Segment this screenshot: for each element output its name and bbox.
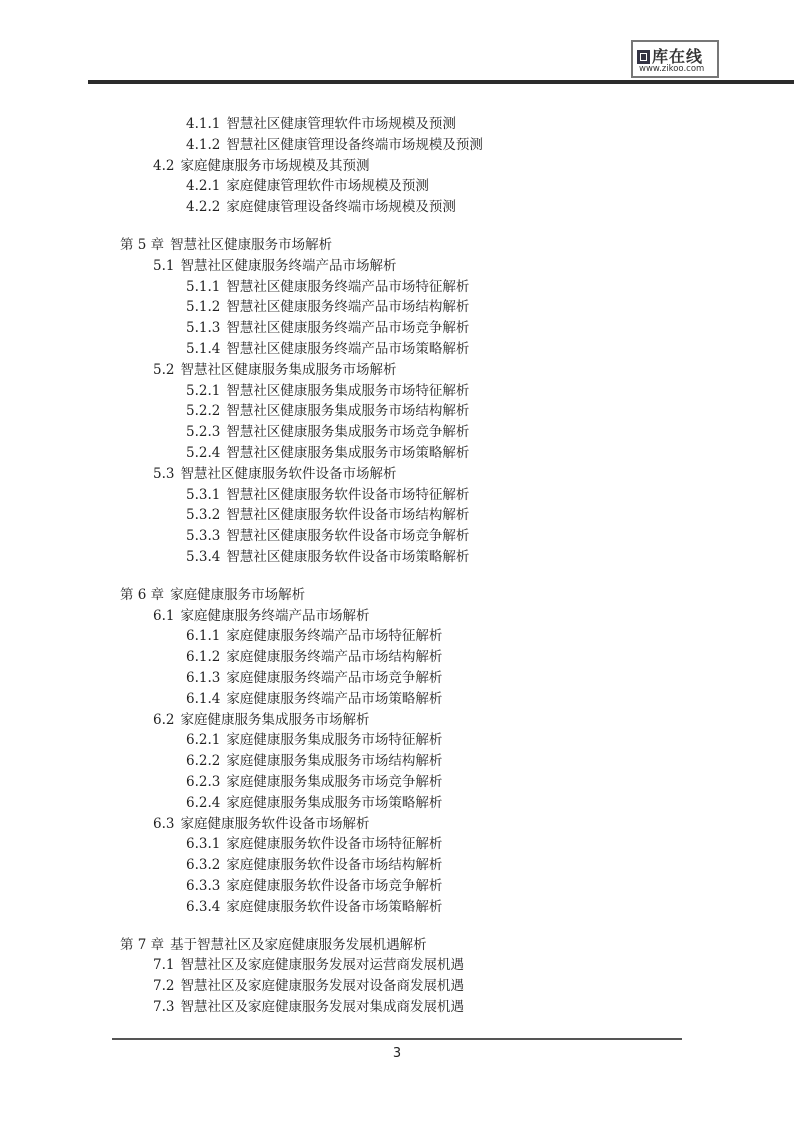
toc-title: 智慧社区健康服务软件设备市场策略解析 — [226, 549, 470, 565]
toc-title: 家庭健康服务集成服务市场解析 — [180, 711, 370, 728]
toc-section — [153, 606, 369, 626]
toc-subsection — [186, 485, 469, 505]
toc-number: 4.1.1 — [186, 116, 221, 132]
toc-chapter — [120, 235, 332, 255]
page-number: 3 — [392, 1046, 402, 1061]
toc-title: 家庭健康服务软件设备市场竞争解析 — [226, 878, 443, 894]
toc-title: 基于智慧社区及家庭健康服务发展机遇解析 — [170, 936, 427, 953]
toc-title: 智慧社区健康服务软件设备市场特征解析 — [226, 486, 470, 503]
toc-number: 第 5 章 — [120, 237, 165, 253]
toc-title: 智慧社区健康服务软件设备市场竞争解析 — [226, 528, 470, 545]
toc-subsection — [186, 751, 442, 771]
logo-mark-icon — [637, 50, 650, 64]
toc-title: 家庭健康服务市场解析 — [170, 586, 306, 603]
toc-number: 6.1.4 — [186, 690, 221, 707]
toc-number: 4.2 — [153, 157, 175, 174]
toc-subsection — [186, 381, 469, 401]
toc-subsection — [186, 422, 469, 442]
toc-subsection — [186, 114, 456, 134]
toc-number: 6.2 — [153, 711, 175, 728]
toc-section — [153, 997, 464, 1017]
toc-number: 5.2.3 — [186, 424, 221, 441]
toc-number: 6.1.1 — [186, 628, 221, 645]
toc-title: 家庭健康服务市场规模及其预测 — [180, 157, 370, 174]
toc-subsection — [186, 834, 442, 854]
toc-title: 智慧社区及家庭健康服务发展对集成商发展机遇 — [180, 999, 464, 1015]
toc-title: 家庭健康管理软件市场规模及预测 — [226, 178, 429, 195]
toc-number: 6.2.3 — [186, 774, 221, 790]
toc-number: 4.1.2 — [186, 136, 221, 153]
toc-title: 智慧社区健康服务集成服务市场解析 — [180, 361, 397, 378]
toc-number: 6.3 — [153, 815, 175, 832]
toc-number: 5.3.1 — [186, 486, 221, 503]
toc-title: 智慧社区健康服务终端产品市场特征解析 — [226, 278, 470, 295]
toc-title: 智慧社区健康服务终端产品市场策略解析 — [226, 341, 470, 357]
toc-subsection — [186, 668, 442, 688]
toc-title: 家庭健康服务软件设备市场结构解析 — [226, 857, 443, 874]
toc-subsection — [186, 793, 442, 813]
toc-subsection — [186, 197, 456, 217]
toc-subsection — [186, 297, 469, 317]
logo-text: 库在线 — [652, 47, 704, 66]
toc-subsection — [186, 647, 442, 667]
toc-number: 5.3.3 — [186, 528, 221, 545]
toc-subsection — [186, 730, 442, 750]
toc-number: 6.1.2 — [186, 649, 221, 666]
toc-subsection — [186, 526, 469, 546]
toc-title: 智慧社区健康服务集成服务市场竞争解析 — [226, 424, 470, 441]
toc-section — [153, 256, 396, 276]
toc-title: 家庭健康服务集成服务市场竞争解析 — [226, 774, 443, 790]
toc-section — [153, 814, 369, 834]
toc-title: 智慧社区健康管理设备终端市场规模及预测 — [226, 136, 483, 153]
toc-subsection — [186, 897, 442, 917]
toc-subsection — [186, 626, 442, 646]
toc-subsection — [186, 401, 469, 421]
toc-number: 5.2.4 — [186, 445, 221, 461]
toc-subsection — [186, 277, 469, 297]
toc-title: 家庭健康服务终端产品市场特征解析 — [226, 628, 443, 645]
toc-number: 5.3.4 — [186, 549, 221, 565]
toc-number: 6.1 — [153, 607, 175, 624]
toc-section — [153, 464, 396, 484]
logo-url: www.zikoo.com — [639, 64, 705, 74]
toc-number: 5.1.2 — [186, 299, 221, 316]
toc-number: 5.2.1 — [186, 382, 221, 399]
toc-title: 智慧社区健康服务集成服务市场结构解析 — [226, 403, 470, 420]
toc-title: 智慧社区健康服务集成服务市场特征解析 — [226, 382, 470, 399]
toc-subsection — [186, 547, 469, 567]
footer-divider — [112, 1038, 682, 1040]
toc-number: 4.2.2 — [186, 199, 221, 216]
toc-number: 6.2.4 — [186, 794, 221, 811]
toc-subsection — [186, 176, 429, 196]
toc-number: 5.3 — [153, 465, 175, 482]
toc-title: 智慧社区健康服务集成服务市场策略解析 — [226, 445, 470, 461]
toc-chapter — [120, 935, 427, 955]
site-logo — [631, 40, 719, 78]
toc-section — [153, 156, 369, 176]
toc-title: 智慧社区健康服务市场解析 — [170, 237, 333, 253]
toc-number: 5.2.2 — [186, 403, 221, 420]
toc-title: 智慧社区健康服务软件设备市场结构解析 — [226, 507, 470, 524]
toc-subsection — [186, 772, 442, 792]
toc-subsection — [186, 339, 469, 359]
toc-number: 6.3.3 — [186, 878, 221, 894]
header-divider — [88, 80, 794, 84]
toc-number: 6.2.2 — [186, 753, 221, 770]
toc-number: 第 7 章 — [120, 936, 165, 953]
toc-number: 5.1.4 — [186, 341, 221, 357]
toc-number: 7.1 — [153, 957, 175, 974]
toc-subsection — [186, 505, 469, 525]
toc-number: 7.2 — [153, 978, 175, 995]
toc-section — [153, 955, 464, 975]
toc-section — [153, 360, 396, 380]
toc-title: 家庭健康服务集成服务市场特征解析 — [226, 732, 443, 749]
toc-title: 智慧社区及家庭健康服务发展对运营商发展机遇 — [180, 957, 464, 974]
toc-number: 5.1.1 — [186, 278, 221, 295]
toc-title: 智慧社区健康服务终端产品市场结构解析 — [226, 299, 470, 316]
toc-title: 家庭健康服务软件设备市场策略解析 — [226, 898, 443, 915]
toc-title: 家庭健康服务终端产品市场解析 — [180, 607, 370, 624]
toc-title: 智慧社区健康管理软件市场规模及预测 — [226, 116, 456, 132]
toc-title: 家庭健康服务软件设备市场特征解析 — [226, 836, 443, 853]
toc-number: 6.3.1 — [186, 836, 221, 853]
toc-chapter — [120, 585, 305, 605]
toc-title: 智慧社区及家庭健康服务发展对设备商发展机遇 — [180, 978, 464, 995]
toc-title: 家庭健康服务软件设备市场解析 — [180, 815, 370, 832]
toc-number: 6.1.3 — [186, 670, 221, 686]
toc-number: 6.3.2 — [186, 857, 221, 874]
toc-section — [153, 710, 369, 730]
toc-title: 家庭健康管理设备终端市场规模及预测 — [226, 199, 456, 216]
toc-number: 4.2.1 — [186, 178, 221, 195]
toc-number: 5.2 — [153, 361, 175, 378]
toc-title: 家庭健康服务终端产品市场结构解析 — [226, 649, 443, 666]
toc-number: 5.1.3 — [186, 320, 221, 337]
toc-number: 7.3 — [153, 999, 175, 1015]
toc-number: 第 6 章 — [120, 586, 165, 603]
toc-section — [153, 976, 464, 996]
toc-title: 家庭健康服务终端产品市场竞争解析 — [226, 670, 443, 686]
toc-title: 智慧社区健康服务软件设备市场解析 — [180, 465, 397, 482]
toc-number: 5.1 — [153, 257, 175, 274]
toc-title: 智慧社区健康服务终端产品市场解析 — [180, 257, 397, 274]
toc-number: 6.2.1 — [186, 732, 221, 749]
toc-number: 6.3.4 — [186, 898, 221, 915]
toc-title: 家庭健康服务集成服务市场结构解析 — [226, 753, 443, 770]
toc-subsection — [186, 876, 442, 896]
toc-number: 5.3.2 — [186, 507, 221, 524]
toc-subsection — [186, 689, 442, 709]
toc-subsection — [186, 855, 442, 875]
toc-subsection — [186, 443, 469, 463]
toc-subsection — [186, 318, 469, 338]
toc-subsection — [186, 135, 483, 155]
toc-title: 智慧社区健康服务终端产品市场竞争解析 — [226, 320, 470, 337]
toc-title: 家庭健康服务终端产品市场策略解析 — [226, 690, 443, 707]
toc-title: 家庭健康服务集成服务市场策略解析 — [226, 794, 443, 811]
